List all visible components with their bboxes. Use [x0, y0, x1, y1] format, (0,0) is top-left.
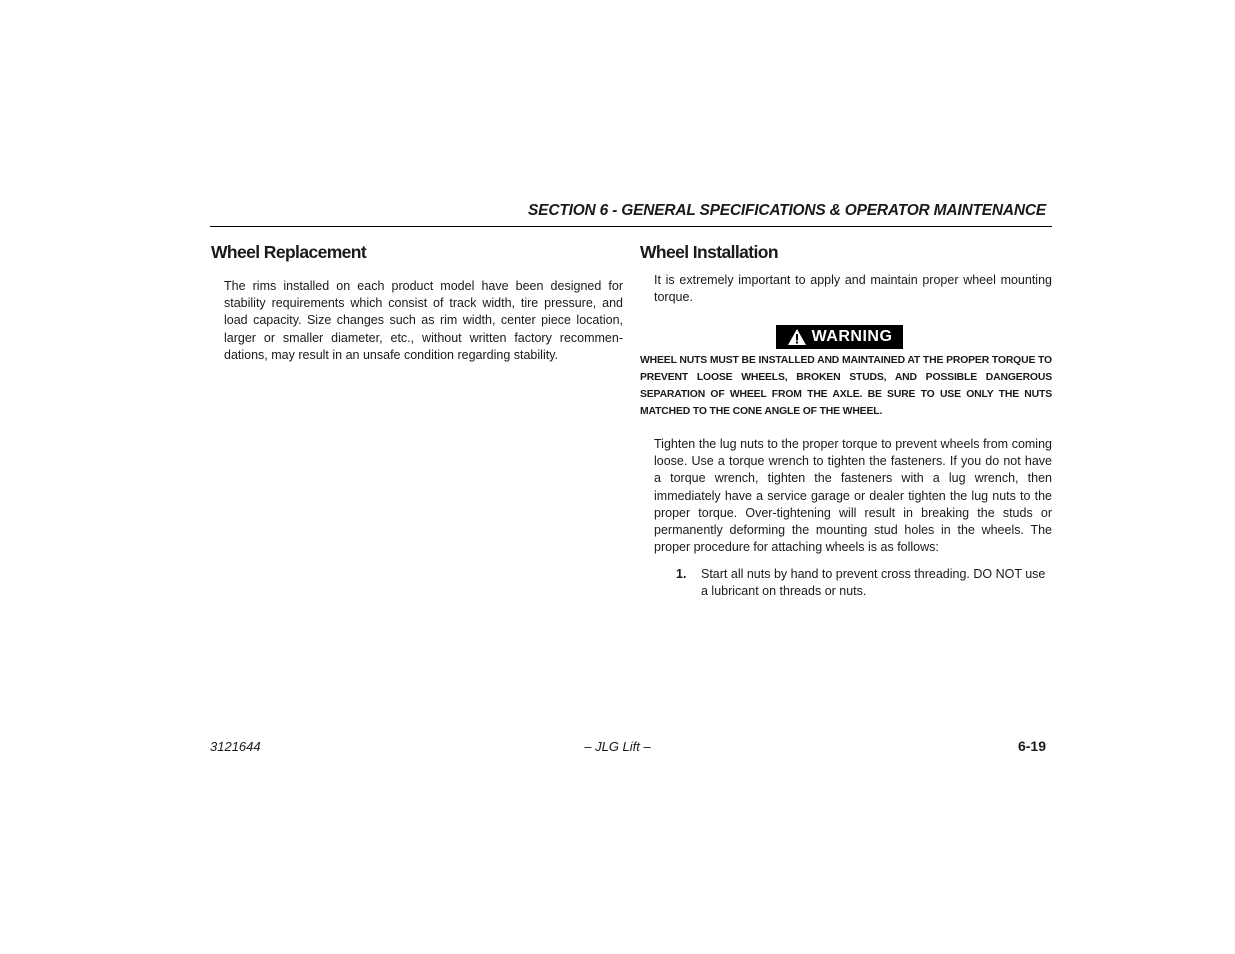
wheel-installation-intro: It is extremely important to apply and maintain proper wheel mounting torque.	[654, 273, 1052, 305]
section-header: SECTION 6 - GENERAL SPECIFICATIONS & OPERATOR MAINTENANCE	[528, 202, 1046, 219]
warning-badge	[776, 325, 903, 349]
warning-label: WARNING	[811, 328, 893, 345]
warning-triangle-icon	[787, 328, 807, 346]
wheel-replacement-heading: Wheel Replacement	[211, 242, 367, 262]
footer-center-title: – JLG Lift –	[584, 739, 651, 754]
wheel-installation-heading: Wheel Installation	[640, 242, 778, 262]
footer-doc-number: 3121644	[210, 739, 261, 754]
warning-text: WHEEL NUTS MUST BE INSTALLED AND MAINTAINED AT THE PROPER TORQUE TO PREVENT LOOSE WHEELS, BROKEN STUDS, AND POSSIBLE DANGEROUS SEPARATION OF WHEEL FROM THE AXLE. BE SURE TO USE ONLY THE NUTS MATCHED TO THE CONE ANGLE OF THE WHEEL.	[640, 355, 1052, 417]
wheel-installation-body: Tighten the lug nuts to the proper torque to prevent wheels from coming loose. Use a torque wrench to tighten the fasteners. If you do not have a torque wrench, tighten the fasteners with a lug wrench, then immediately have a service garage or dealer tighten the lug nuts to the proper torque. Over-tightening will result in breaking the studs or permanently deforming the mounting stud holes in the wheels. The proper procedure for attaching wheels is as follows:	[654, 437, 1052, 555]
step-number: 1.	[676, 567, 687, 581]
footer-page-number: 6-19	[1017, 738, 1046, 754]
header-rule	[210, 226, 1052, 227]
step-text: Start all nuts by hand to prevent cross threading. DO NOT use a lubricant on threads or nuts.	[701, 567, 1046, 599]
wheel-replacement-body: The rims installed on each product model have been designed for stability requirements which consist of track width, tire pressure, and load capacity. Size changes such as rim width, center piece location, larger or smaller diameter, etc., without written factory recommen-dations, may result in an unsafe condition regarding stability.	[224, 279, 623, 362]
